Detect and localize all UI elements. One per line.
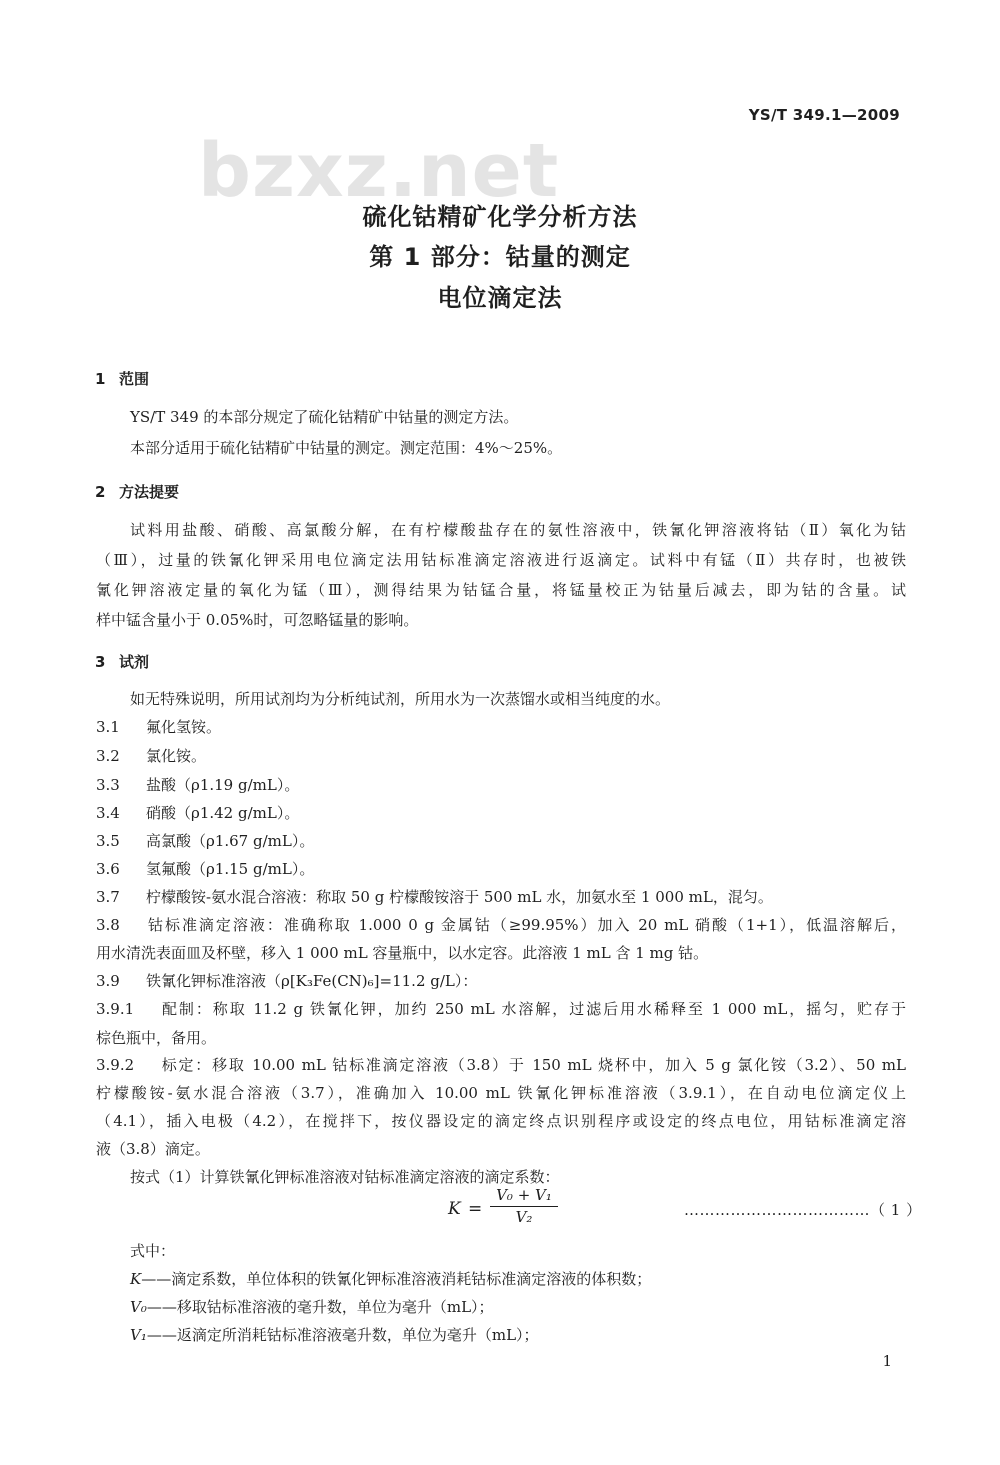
- title-line-1: 硫化钴精矿化学分析方法: [362, 203, 638, 231]
- formula-lhs: K: [448, 1199, 461, 1219]
- section-number: 2: [95, 483, 106, 501]
- paragraph: 如无特殊说明，所用试剂均为分析纯试剂，所用水为一次蒸馏水或相当纯度的水。: [130, 690, 671, 708]
- paragraph: 按式（1）计算铁氰化钾标准溶液对钴标准滴定溶液的滴定系数：: [130, 1168, 560, 1186]
- definitions-intro: 式中：: [130, 1242, 176, 1260]
- standard-number: YS/T 349.1—2009: [748, 106, 900, 124]
- formula-numerator: V₀ + V₁: [490, 1186, 558, 1207]
- section-title: 方法提要: [119, 483, 180, 501]
- watermark-text: bzxz.net: [198, 128, 560, 214]
- formula-equals: =: [468, 1199, 483, 1219]
- section-number: 3: [95, 653, 106, 671]
- section-3-heading: [95, 651, 149, 672]
- reagent-item: 3.7 柠檬酸铵-氨水混合溶液：称取 50 g 柠檬酸铵溶于 500 mL 水，加氨水至 1 000 mL，混匀。: [96, 888, 773, 906]
- definition-item: K——滴定系数，单位体积的铁氰化钾标准溶液消耗钴标准滴定溶液的体积数；: [130, 1270, 652, 1288]
- paragraph-line: 样中锰含量小于 0.05%时，可忽略锰量的影响。: [96, 611, 419, 629]
- page-number: 1: [882, 1352, 892, 1370]
- reagent-item: 3.8 钴标准滴定溶液：准确称取 1.000 0 g 金属钴（≥99.95%）加入 20 mL 硝酸（1+1），低温溶解后，: [96, 916, 906, 934]
- reagent-item: 3.1 氟化氢铵。: [96, 718, 222, 736]
- reagent-item: 3.4 硝酸（ρ1.42 g/mL）。: [96, 804, 300, 822]
- formula-fraction: [490, 1186, 558, 1226]
- reagent-subitem-continued: （4.1），插入电极（4.2），在搅拌下，按仪器设定的滴定终点识别程序或设定的终点电位，用钴标准滴定溶: [96, 1112, 906, 1130]
- reagent-item: 3.5 高氯酸（ρ1.67 g/mL）。: [96, 832, 315, 850]
- reagent-subitem-continued: 柠檬酸铵-氨水混合溶液（3.7），准确加入 10.00 mL 铁氰化钾标准溶液（3.9.1），在自动电位滴定仪上: [96, 1084, 906, 1102]
- paragraph-line: 试料用盐酸、硝酸、高氯酸分解，在有柠檬酸盐存在的氨性溶液中，铁氰化钾溶液将钴（Ⅱ）氧化为钴: [130, 521, 906, 539]
- definition-item: V₁——返滴定所消耗钴标准溶液毫升数，单位为毫升（mL）；: [130, 1326, 539, 1344]
- title-line-2: 第 1 部分：钴量的测定: [369, 243, 631, 271]
- paragraph: 本部分适用于硫化钴精矿中钴量的测定。测定范围：4%～25%。: [130, 439, 563, 457]
- reagent-item-continued: 用水清洗表面皿及杯壁，移入 1 000 mL 容量瓶中，以水定容。此溶液 1 mL 含 1 mg 钴。: [96, 944, 709, 962]
- reagent-subitem: 3.9.1 配制：称取 11.2 g 铁氰化钾，加约 250 mL 水溶解，过滤后用水稀释至 1 000 mL，摇匀，贮存于: [96, 1000, 906, 1018]
- reagent-item: 3.3 盐酸（ρ1.19 g/mL）。: [96, 776, 300, 794]
- reagent-subitem: 3.9.2 标定：移取 10.00 mL 钴标准滴定溶液（3.8）于 150 mL 烧杯中，加入 5 g 氯化铵（3.2）、50 mL: [96, 1056, 906, 1074]
- title-line-3: 电位滴定法: [437, 284, 563, 312]
- reagent-subitem-continued: 液（3.8）滴定。: [96, 1140, 210, 1158]
- reagent-item: 3.9 铁氰化钾标准溶液（ρ[K₃Fe(CN)₆]=11.2 g/L）：: [96, 972, 478, 990]
- reagent-subitem-continued: 棕色瓶中，备用。: [96, 1029, 217, 1047]
- section-1-heading: [95, 368, 149, 389]
- paragraph: YS/T 349 的本部分规定了硫化钴精矿中钴量的测定方法。: [130, 408, 519, 426]
- section-number: 1: [95, 370, 106, 388]
- reagent-item: 3.6 氢氟酸（ρ1.15 g/mL）。: [96, 860, 315, 878]
- reagent-item: 3.2 氯化铵。: [96, 747, 207, 765]
- definition-item: V₀——移取钴标准溶液的毫升数，单位为毫升（mL）；: [130, 1298, 494, 1316]
- section-2-heading: [95, 481, 179, 502]
- paragraph-line: （Ⅲ），过量的铁氰化钾采用电位滴定法用钴标准滴定溶液进行返滴定。试料中有锰（Ⅱ）共存时，也被铁: [96, 551, 906, 569]
- formula-number: ………………………………（ 1 ）: [684, 1201, 922, 1219]
- section-title: 范围: [119, 370, 150, 388]
- section-title: 试剂: [119, 653, 150, 671]
- formula-denominator: V₂: [515, 1208, 533, 1226]
- paragraph-line: 氰化钾溶液定量的氧化为锰（Ⅲ），测得结果为钴锰合量，将锰量校正为钴量后减去，即为钴的含量。试: [96, 581, 906, 599]
